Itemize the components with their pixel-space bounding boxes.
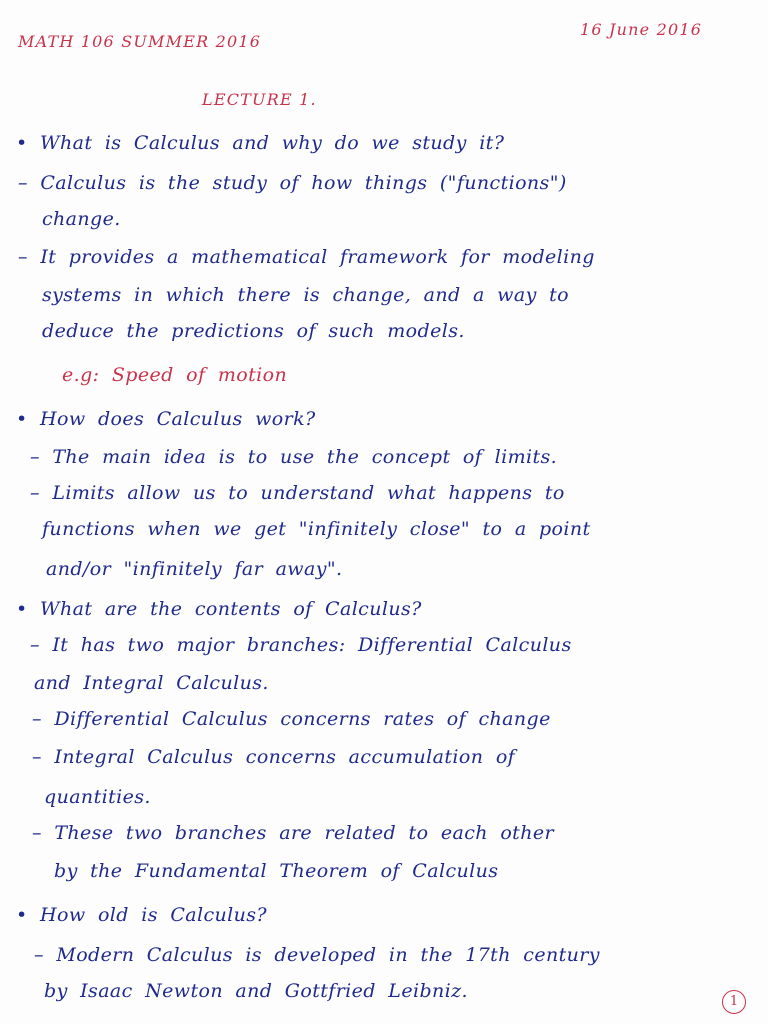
note-line: by Isaac Newton and Gottfried Leibniz. (44, 980, 468, 1002)
note-line: – Limits allow us to understand what happens to (30, 482, 565, 504)
note-line: – Differential Calculus concerns rates of change (32, 708, 551, 730)
note-line: quantities. (44, 786, 151, 808)
note-line: change. (42, 208, 121, 230)
note-line: – Modern Calculus is developed in the 17th century (34, 944, 600, 966)
note-line: – It has two major branches: Differential Calculus (30, 634, 572, 656)
note-line: and/or "infinitely far away". (46, 558, 343, 580)
course-heading: MATH 106 SUMMER 2016 (18, 32, 262, 51)
note-line: – The main idea is to use the concept of limits. (30, 446, 558, 468)
lecture-date: 16 June 2016 (580, 20, 703, 39)
note-line: by the Fundamental Theorem of Calculus (54, 860, 499, 882)
page-number-circle: 1 (722, 990, 746, 1014)
note-line: • How does Calculus work? (16, 408, 316, 430)
note-line: deduce the predictions of such models. (42, 320, 465, 342)
note-line: – Calculus is the study of how things ("functions") (18, 172, 567, 194)
lecture-title: LECTURE 1. (202, 90, 317, 109)
note-line: • How old is Calculus? (16, 904, 268, 926)
note-line: and Integral Calculus. (34, 672, 269, 694)
example-line: e.g: Speed of motion (62, 364, 288, 386)
note-line: • What is Calculus and why do we study it? (16, 132, 505, 154)
note-line: – It provides a mathematical framework for modeling (18, 246, 595, 268)
note-line: systems in which there is change, and a way to (42, 284, 570, 306)
note-line: – These two branches are related to each other (32, 822, 554, 844)
note-line: functions when we get "infinitely close" to a point (42, 518, 591, 540)
note-line: • What are the contents of Calculus? (16, 598, 422, 620)
note-line: – Integral Calculus concerns accumulation of (32, 746, 516, 768)
